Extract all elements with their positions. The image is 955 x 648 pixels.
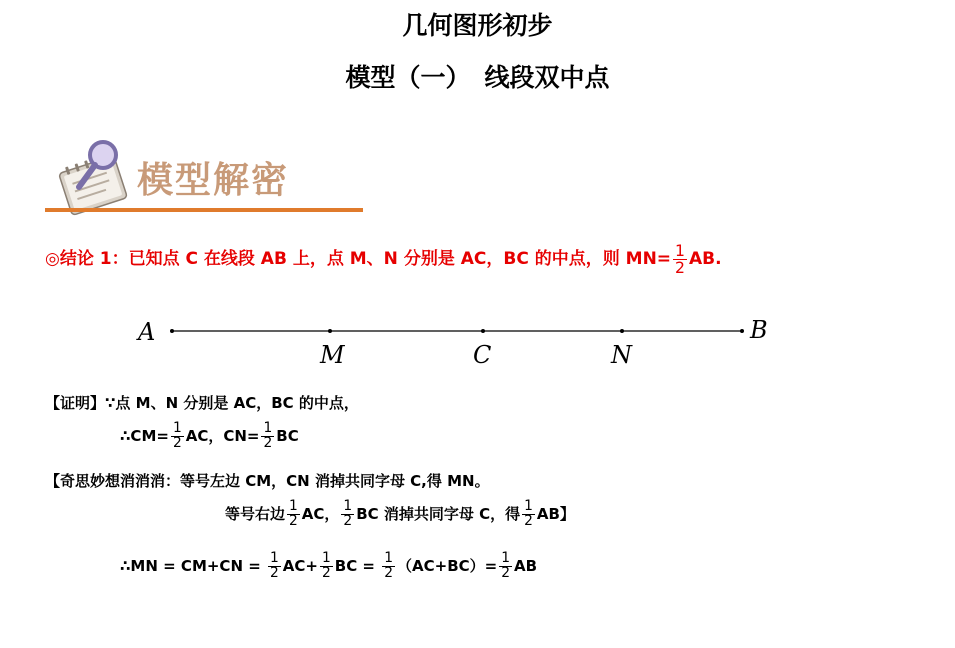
- label-m: M: [320, 341, 345, 369]
- fraction-half: $\frac{1}{2}$: [172, 420, 182, 451]
- point-c: [481, 329, 485, 333]
- point-n: [620, 329, 624, 333]
- proof-line-1: 【证明】∵点 M、N 分别是 AC，BC 的中点，: [45, 394, 359, 412]
- fraction-half: $\frac{1}{2}$: [524, 498, 533, 529]
- conclusion-text: ◎结论 1：已知点 C 在线段 AB 上，点 M、N 分别是 AC，BC 的中点，则 MN=: [45, 249, 672, 270]
- conclusion-1: [45, 243, 722, 275]
- hint-line-1: 【奇思妙想消消消：等号左边 CM，CN 消掉共同字母 C,得 MN。: [45, 472, 490, 490]
- fraction-half: $\frac{1}{2}$: [321, 550, 331, 581]
- fraction-half: $\frac{1}{2}$: [289, 498, 298, 529]
- final-equation: ∴MN = CM+CN = $\frac{1}{2}$ AC+ $\frac{1}{2}$ BC = $\frac{1}{2}$ （AC+BC）= $\frac{1}{2}$ AB: [120, 550, 538, 581]
- page-title: 几何图形初步: [402, 11, 553, 40]
- fraction-half: $\frac{1}{2}$: [270, 550, 279, 581]
- fraction-half: $\frac{1}{2}$: [343, 498, 353, 529]
- hint-line-2: 等号右边 $\frac{1}{2}$ AC， $\frac{1}{2}$ BC 消掉共同字母 C，得 $\frac{1}{2}$ AB】: [225, 498, 575, 529]
- point-a: [170, 329, 174, 333]
- label-n: N: [611, 341, 632, 369]
- section-heading: 模型解密: [137, 159, 290, 201]
- proof-line-2: ∴CM= $\frac{1}{2}$ AC，CN= $\frac{1}{2}$ BC: [120, 420, 299, 451]
- label-c: C: [473, 341, 492, 369]
- fraction-half: $\frac{1}{2}$: [384, 550, 394, 581]
- page-subtitle: [0, 58, 955, 94]
- heading-underline: [45, 208, 363, 212]
- point-b: [740, 329, 744, 333]
- label-b: B: [750, 316, 768, 344]
- label-a: A: [138, 318, 156, 346]
- fraction-half: $\frac{1}{2}$: [263, 420, 273, 451]
- point-m: [328, 329, 332, 333]
- fraction-half: $\frac{1}{2}$: [675, 241, 685, 277]
- model-number: 模型（一）: [345, 63, 471, 92]
- fraction-half: $\frac{1}{2}$: [501, 550, 510, 581]
- segment-diagram: [130, 308, 780, 378]
- conclusion-suffix: AB.: [689, 249, 722, 270]
- model-name: 线段双中点: [484, 63, 610, 92]
